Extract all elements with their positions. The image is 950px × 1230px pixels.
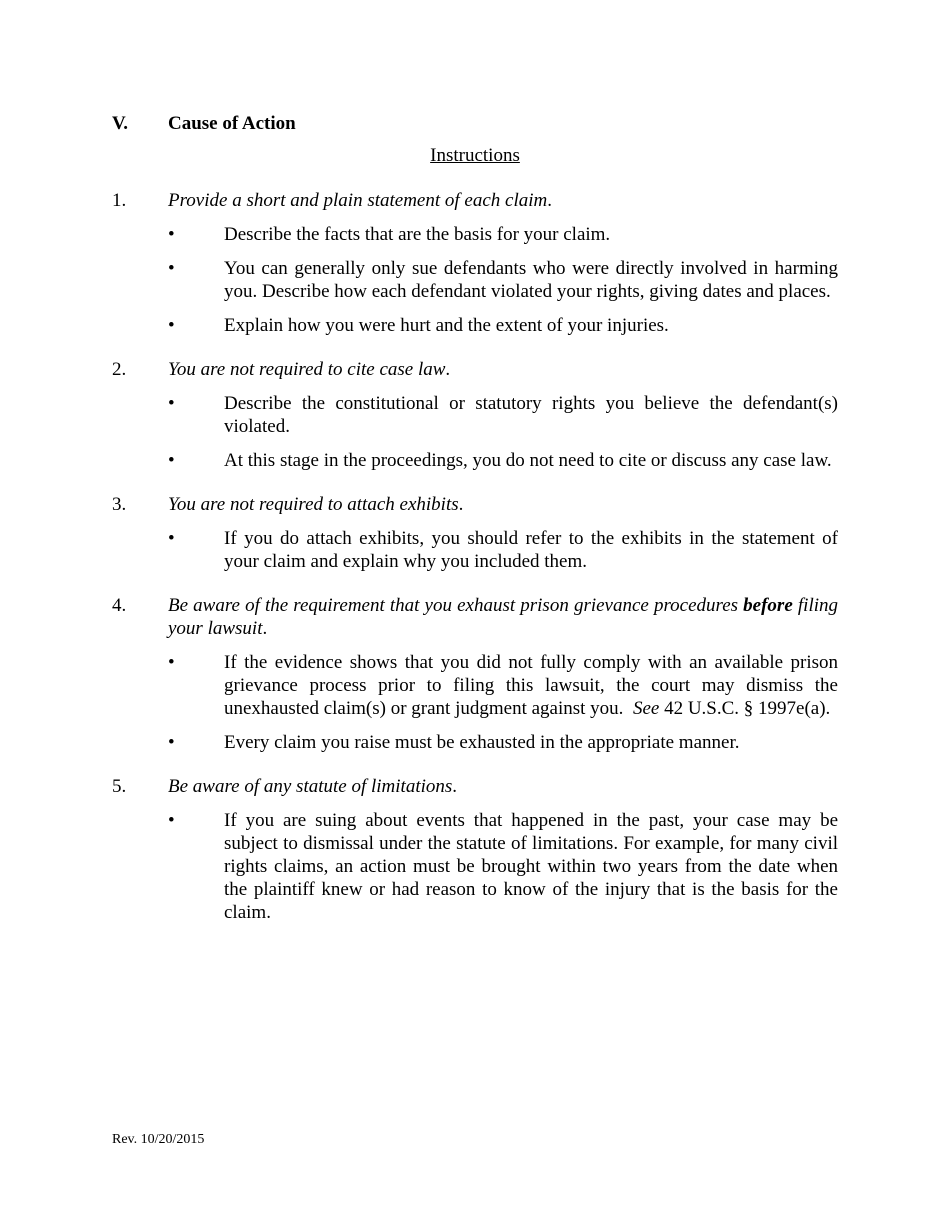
citation-text: 42 U.S.C. § 1997e(a). xyxy=(659,698,831,719)
bullet-text: You can generally only sue defendants who were directly involved in harming you. Describe how each defendant violated your rights, giving dates and places. xyxy=(224,258,838,302)
bullet-list xyxy=(112,651,843,754)
bullet-item xyxy=(112,257,838,303)
revision-footer: Rev. 10/20/2015 xyxy=(112,1132,205,1147)
bullet-item xyxy=(112,223,838,246)
bullet-text: Describe the constitutional or statutory rights you believe the defendant(s) violated. xyxy=(224,393,838,437)
bullet-item xyxy=(112,527,838,573)
bullet-item xyxy=(112,731,838,754)
instructions-title: Instructions xyxy=(430,145,520,166)
bullet-list xyxy=(112,223,838,337)
bullet-icon: • xyxy=(168,652,175,673)
instruction-heading-1: 1. Provide a short and plain statement of each claim. xyxy=(112,190,552,211)
bullet-text: If you do attach exhibits, you should refer to the exhibits in the statement of your claim and explain why you included them. xyxy=(224,528,838,572)
bullet-icon: • xyxy=(168,450,175,471)
bullet-item xyxy=(112,449,838,472)
item-heading-text: filing your lawsuit xyxy=(168,595,838,639)
bullet-text: At this stage in the proceedings, you do not need to cite or discuss any case law. xyxy=(224,450,832,471)
bullet-icon: • xyxy=(168,258,175,279)
bullet-text: Explain how you were hurt and the extent of your injuries. xyxy=(224,315,669,336)
bullet-icon: • xyxy=(168,315,175,336)
bullet-icon: • xyxy=(168,393,175,414)
item-number: 2. xyxy=(112,359,127,380)
instruction-item-3 xyxy=(112,493,838,573)
item-number: 3. xyxy=(112,494,127,515)
instruction-item-1 xyxy=(112,189,838,337)
bullet-icon: • xyxy=(168,732,175,753)
item-number: 4. xyxy=(112,595,127,616)
bullet-icon: • xyxy=(168,810,175,831)
item-number: 5. xyxy=(112,776,127,797)
bullet-item xyxy=(112,809,838,924)
bullet-list xyxy=(112,392,838,472)
instruction-item-2 xyxy=(112,358,838,472)
item-heading-text: Be aware of the requirement that you exhaust prison grievance procedures xyxy=(168,595,744,616)
bullet-icon: • xyxy=(168,224,175,245)
bullet-text: If the evidence shows that you did not fully comply with an available prison grievance process prior to filing this lawsuit, the court may dismiss the unexhausted claim(s) or grant judgment against you. xyxy=(224,652,843,719)
instruction-item-4 xyxy=(112,594,843,754)
bullet-item xyxy=(112,314,838,337)
instruction-item-5 xyxy=(112,775,838,924)
instruction-heading-3: 3. You are not required to attach exhibits. xyxy=(112,494,464,515)
item-heading-emphasis: before xyxy=(743,595,793,616)
instruction-heading-2: 2. You are not required to cite case law. xyxy=(112,359,451,380)
section-title: Cause of Action xyxy=(168,113,296,134)
instruction-heading-4: 4. Be aware of the requirement that you exhaust prison grievance procedures before filing your lawsuit. xyxy=(112,595,838,639)
bullet-text: Describe the facts that are the basis for your claim. xyxy=(224,224,611,245)
item-number: 1. xyxy=(112,190,127,211)
item-heading-text: Provide a short and plain statement of each claim xyxy=(168,190,548,211)
bullet-text: Every claim you raise must be exhausted in the appropriate manner. xyxy=(224,732,740,753)
bullet-icon: • xyxy=(168,528,175,549)
instructions-body xyxy=(112,189,843,924)
citation-signal: See xyxy=(632,698,660,719)
section-number: V. xyxy=(112,113,129,134)
bullet-text: If you are suing about events that happened in the past, your case may be subject to dismissal under the statute of limitations. For example, for many civil rights claims, an action must be brought within two years from the date when the plaintiff knew or had reason to know of the injury that is the basis for the claim. xyxy=(224,810,838,923)
item-heading-text: Be aware of any statute of limitations xyxy=(168,776,453,797)
bullet-item xyxy=(112,392,838,438)
bullet-item xyxy=(112,651,843,720)
item-heading-text: You are not required to cite case law xyxy=(168,359,446,380)
instruction-heading-5: 5. Be aware of any statute of limitations. xyxy=(112,776,458,797)
bullet-list xyxy=(112,809,838,924)
item-heading-text: You are not required to attach exhibits xyxy=(168,494,459,515)
bullet-list xyxy=(112,527,838,573)
